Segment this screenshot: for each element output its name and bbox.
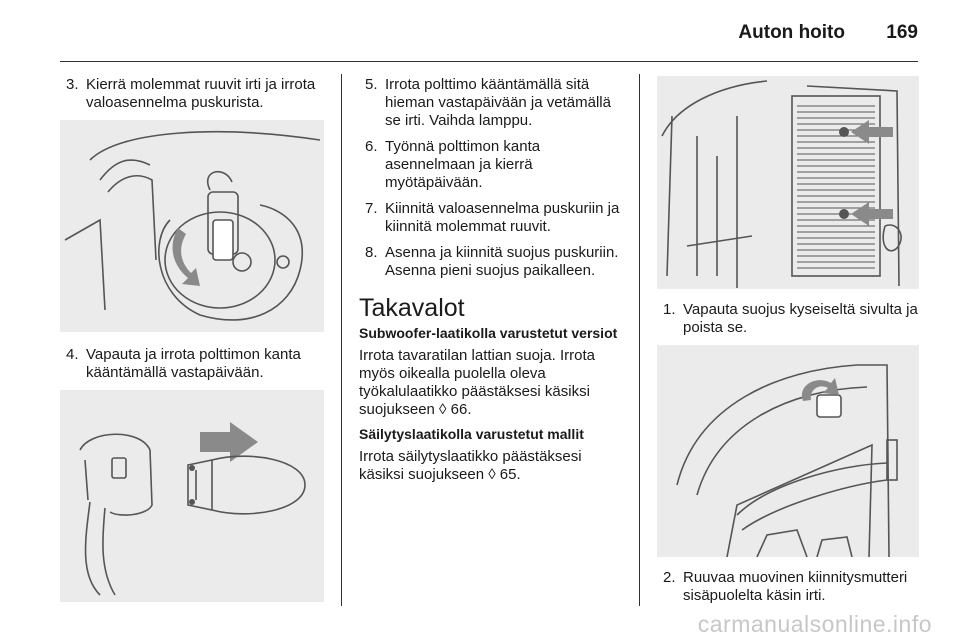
headlamp-assembly-drawing (60, 120, 324, 332)
step-7 (359, 200, 624, 236)
col3-step-1 (657, 301, 919, 337)
step-5 (359, 76, 624, 130)
headlamp-assembly-illustration (60, 120, 324, 332)
bulb-removal-drawing (60, 390, 324, 602)
step-number: 7. (365, 200, 378, 217)
column-divider-1 (341, 74, 342, 606)
subsection-text-subwoofer: Irrota tavaratilan lattian suoja. Irrota myös oikealla puolella oleva työkalulaatikko päästäksesi käsiksi suojukseen ◊ 66. (359, 347, 595, 418)
step-number: 6. (365, 138, 378, 155)
step-4 (60, 346, 326, 382)
nut-removal-drawing (657, 345, 919, 557)
subsection-title-subwoofer: Subwoofer-laatikolla varustetut versiot (359, 325, 618, 341)
step-text: Vapauta suojus kyseiseltä sivulta ja poista se. (683, 301, 918, 336)
step-number: 1. (663, 301, 676, 318)
watermark: carmanualsonline.info (697, 611, 932, 637)
step-text: Kiinnitä valoasennelma puskuriin ja kiinnitä molemmat ruuvit. (385, 200, 620, 235)
trunk-cover-drawing (657, 76, 919, 289)
step-6 (359, 138, 624, 192)
col3-step-2 (657, 569, 919, 605)
column-divider-2 (639, 74, 640, 606)
subsection-text-storage-box: Irrota säilytyslaatikko päästäksesi käsiksi suojukseen ◊ 65. (359, 448, 582, 483)
step-text: Irrota polttimo kääntämällä sitä hieman vastapäivään ja vetämällä se irti. Vaihda lamppu. (385, 76, 611, 129)
step-text: Kierrä molemmat ruuvit irti ja irrota valoasennelma puskurista. (86, 76, 316, 111)
step-text: Vapauta ja irrota polttimon kanta kääntämällä vastapäivään. (86, 346, 301, 381)
column-2 (359, 76, 624, 490)
step-text: Työnnä polttimon kanta asennelmaan ja kierrä myötäpäivään. (385, 138, 541, 191)
step-number: 2. (663, 569, 676, 586)
step-number: 8. (365, 244, 378, 261)
trunk-cover-illustration (657, 76, 919, 289)
header-title: Auton hoito (738, 22, 845, 43)
section-title: Takavalot (359, 294, 465, 322)
step-number: 4. (66, 346, 79, 363)
page-number: 169 (886, 22, 918, 43)
column-3 (657, 76, 919, 613)
page-header (0, 0, 960, 60)
step-text: Asenna ja kiinnitä suojus puskuriin. Asenna pieni suojus paikalleen. (385, 244, 619, 279)
subsection-title-storage-box: Säilytyslaatikolla varustetut mallit (359, 426, 584, 442)
step-3 (60, 76, 326, 112)
step-8 (359, 244, 624, 280)
column-1 (60, 76, 326, 602)
nut-removal-illustration (657, 345, 919, 557)
header-rule (60, 61, 918, 62)
step-text: Ruuvaa muovinen kiinnitysmutteri sisäpuolelta käsin irti. (683, 569, 908, 604)
bulb-removal-illustration (60, 390, 324, 602)
step-number: 3. (66, 76, 79, 93)
step-number: 5. (365, 76, 378, 93)
